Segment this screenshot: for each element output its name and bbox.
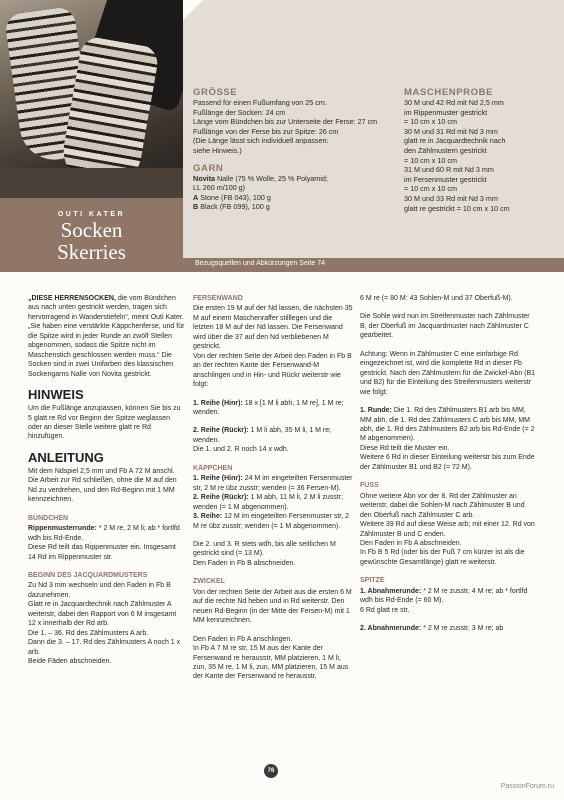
garn-color-a: Stone (FB 043), 100 g bbox=[198, 192, 271, 202]
round-text: Weitere 6 Rd in dieser Einteilung weiterstr bis zum Ende der Zählmuster B1 und B2 (= 72 M). bbox=[360, 454, 535, 471]
garn-line bbox=[193, 202, 391, 212]
footer-watermark: PassionForum.ru bbox=[500, 783, 554, 790]
maschenprobe-heading: MASCHENPROBE bbox=[404, 87, 494, 98]
row-label: 2. Reihe (Rückr): bbox=[193, 427, 249, 435]
groesse-line: Länge vom Bündchen bis zur Unterseite der Ferse: 27 cm bbox=[193, 117, 378, 127]
col3-text: Achtung: Wenn in Zählmuster C eine einfarbige Rd eingezeichnet ist, wird die komplette Rd in dieser Fb gestrickt. Nach den Zählmustern für die Zwickel-Abn (B1 und B2) für die Einteilung des Streifenmusters weiterstr wie folgt: bbox=[360, 350, 536, 396]
groesse-line: Fußlänge von der Ferse bis zur Spitze: 26 cm bbox=[193, 126, 339, 136]
body-column-1 bbox=[28, 294, 185, 667]
garn-brand-rest: Nalle (75 % Wolle, 25 % Polyamid; bbox=[214, 173, 328, 183]
intro-lead: „DIESE HERRENSOCKEN, bbox=[28, 295, 116, 302]
fuss-text: Weitere 39 Rd auf diese Weise arb; mit einer 12. Rd von Zählmuster B und C enden. bbox=[360, 521, 535, 538]
fuss-text: Ohne weitere Abn vor der 8. Rd der Zählmuster an weiterstr, dabei die Sohlen-M nach Zählmuster B und den Oberfuß nach Zählmuster C arb. bbox=[360, 492, 525, 519]
fersenwand-text: Die ersten 19 M auf der Nd lassen, die nächsten 35 M auf einem Maschenraffer stilllegen und die letzten 18 M auf der Nd lassen. Die Fersenwand wird über die 37 auf den Nd verbliebenen M gestrickt. bbox=[193, 305, 353, 351]
groesse-line: Fußlänge der Socken: 24 cm bbox=[193, 107, 286, 117]
kaeppchen-heading: KÄPPCHEN bbox=[193, 464, 233, 472]
gauge-line: im Rippenmuster gestrickt bbox=[404, 107, 488, 117]
round-text: Diese Rd teilt die Muster ein. bbox=[360, 444, 450, 452]
maschenprobe-text bbox=[404, 98, 554, 213]
gauge-line: glatt re in Jacquardtechnik nach bbox=[404, 136, 506, 146]
garn-text bbox=[193, 174, 391, 212]
buendchen-heading: BÜNDCHEN bbox=[28, 514, 69, 522]
round-row bbox=[360, 406, 536, 444]
buendchen-row-text: * 2 M re, 2 M li; ab * fortlfd wdh bis Rd-Ende. bbox=[28, 525, 180, 542]
gauge-line: = 10 cm x 10 cm bbox=[404, 117, 457, 127]
kaeppchen-repeat: Die 2. und 3. R stets wdh, bis alle seitlichen M gestrickt sind (= 13 M). bbox=[193, 540, 336, 558]
row-label: 3. Reihe: bbox=[193, 513, 223, 521]
fersenwand-repeat: Die 1. und 2. R noch 14 x wdh. bbox=[193, 446, 289, 454]
body-column-2 bbox=[193, 294, 353, 682]
row-label: 1. Reihe (Hinr): bbox=[193, 399, 243, 407]
spitze-row bbox=[360, 587, 536, 606]
garn-line bbox=[193, 174, 391, 184]
row-label: 1. Abnahmerunde: bbox=[360, 587, 422, 595]
gauge-line: im Fersenmuster gestrickt bbox=[404, 174, 487, 184]
anleitung-text: Mit dem Ndspiel 2,5 mm und Fb A 72 M anschl. Die Arbeit zur Rd schließen, ohne die M auf den Nd zu verdrehen, und den Rd-Beginn mit 1 MM kennzeichnen. bbox=[28, 467, 177, 504]
garn-line bbox=[193, 193, 391, 203]
intro-text: die vom Bündchen aus nach unten gestrickt werden, tragen sich hervorragend in Wanderstiefeln“, meint Outi Kater. „Sie haben eine verstärkte Käppchenferse, und für die Spitze wird in jeder Runde an zwölf Stellen abgenommen, sodass die Spitze nicht im Maschenstich geschlossen werden muss.“ Die Socken sind in zwei Unifarben des klassischen Sockengarns Nalle von Novita gestrickt. bbox=[28, 295, 185, 378]
pattern-title-line2: Skerries bbox=[57, 240, 126, 264]
row-label: 2. Abnahmerunde: bbox=[360, 625, 422, 633]
gauge-line: = 10 cm x 10 cm bbox=[404, 184, 457, 194]
fuss-text: Den Faden in Fb A abschneiden. bbox=[360, 539, 462, 547]
photo-floor bbox=[0, 168, 183, 198]
groesse-heading: GRÖSSE bbox=[193, 87, 238, 98]
buendchen-row bbox=[28, 524, 185, 543]
garn-color-b: Black (FB 099), 100 g bbox=[198, 202, 270, 212]
jacquard-text: Zu Nd 3 mm wechseln und den Faden in Fb B dazunehmen. bbox=[28, 582, 171, 599]
row-label: 2. Reihe (Rückr): bbox=[193, 494, 249, 502]
jacquard-text: Dann die 3. – 17. Rd des Zählmusters A noch 1 x arb. bbox=[28, 639, 181, 656]
fersenwand-heading: FERSENWAND bbox=[193, 295, 243, 302]
row-text: Die 1. Rd des Zählmusters B1 arb bis MM, MM abh, die 1. Rd des Zählmusters C arb bis MM, MM abh, die 1. Rd des Zählmusters B2 arb bis Rd-Ende (= 2 M abgenommen). bbox=[360, 407, 535, 443]
zwickel-text: Den Faden in Fb A anschlingen. bbox=[193, 635, 293, 643]
row-text: 18 x [1 M li abh, 1 M re], 1 M re; wenden. bbox=[193, 399, 344, 416]
designer-name: OUTI KATER bbox=[57, 211, 126, 218]
row-text: 24 M im eingeteilten Fersenmuster str, 2 M re übz zusstr; wenden (= 36 Fersen-M). bbox=[193, 475, 353, 492]
kaeppchen-cut: Den Faden in Fb B abschneiden. bbox=[193, 559, 296, 567]
buendchen-row-label: Rippenmusterrunde: bbox=[28, 525, 97, 533]
kaeppchen-row bbox=[193, 512, 353, 531]
garn-brand: Novita bbox=[193, 173, 215, 183]
buendchen-text: Diese Rd teilt das Rippenmuster ein. Insgesamt 14 Rd im Rippenmuster str. bbox=[28, 544, 176, 561]
jacquard-text: Die 1. – 36. Rd des Zählmusters A arb. bbox=[28, 629, 149, 637]
groesse-line: siehe Hinweis.) bbox=[193, 145, 242, 155]
gauge-line: = 10 cm x 10 cm bbox=[404, 155, 457, 165]
garn-color-b-label: B bbox=[193, 202, 199, 212]
groesse-line: Passend für einen Fußumfang von 25 cm. bbox=[193, 98, 327, 107]
jacquard-text: Beide Fäden abschneiden. bbox=[28, 658, 112, 666]
info-column-gauge bbox=[404, 87, 554, 213]
row-text: 1 M abh, 11 M li, 2 M li zusstr; wenden (= 1 M abgenommen). bbox=[193, 494, 344, 511]
body-column-3 bbox=[360, 294, 536, 634]
zwickel-text: Von der rechten Seite der Arbeit aus die ersten 6 M auf die rechte Nd heben und in Rd weiterstr. Den neuen Rd-Beginn (in der Mitte der Fersen-M) mit 1 MM kennzeichnen. bbox=[193, 588, 352, 625]
intro-paragraph bbox=[28, 294, 185, 379]
hinweis-heading: HINWEIS bbox=[28, 387, 84, 403]
spitze-heading: SPITZE bbox=[360, 577, 385, 585]
info-column-size-yarn bbox=[193, 87, 391, 212]
row-text: * 2 M re zusstr, 4 M re; ab * fortlfd wdh bis Rd-Ende (= 60 M). bbox=[360, 587, 528, 605]
info-panel-corner bbox=[183, 0, 203, 20]
fuss-heading: FUSS bbox=[360, 482, 379, 490]
row-label: 1. Runde: bbox=[360, 407, 392, 415]
jacquard-heading: BEGINN DES JACQUARDMUSTERS bbox=[28, 571, 148, 579]
title-block bbox=[0, 198, 183, 272]
garn-color-a-label: A bbox=[193, 192, 199, 202]
groesse-text bbox=[193, 98, 391, 156]
col3-text: Die Sohle wird nun im Streifenmuster nach Zählmuster B, der Oberfuß im Jacquardmuster nach Zählmuster C gearbeitet. bbox=[360, 313, 530, 340]
row-text: 1 M li abh, 35 M li, 1 M re; wenden. bbox=[193, 427, 332, 444]
row-text: * 2 M re zusstr, 3 M re; ab bbox=[421, 625, 504, 633]
kaeppchen-row bbox=[193, 474, 353, 493]
hinweis-text: Um die Fußlänge anzupassen, können Sie bis zu 5 glatt re Rd vor Beginn der Spitze weglassen oder an dieser Stelle weitere glatt re Rd hinzufügen. bbox=[28, 405, 181, 441]
pattern-title-line1: Socken bbox=[60, 218, 123, 242]
fersenwand-row bbox=[193, 399, 353, 418]
gauge-line: glatt re gestrickt = 10 cm x 10 cm bbox=[404, 203, 510, 213]
garn-line: LL 260 m/100 g) bbox=[193, 183, 246, 193]
col3-text: 6 M re (= 80 M: 43 Sohlen-M und 37 Oberfuß-M). bbox=[360, 295, 513, 302]
sources-bar: Bezugsquellen und Abkürzungen Seite 74 bbox=[183, 258, 564, 272]
spitze-text: 6 Rd glatt re str. bbox=[360, 606, 410, 614]
gauge-line: 31 M und 60 R mit Nd 3 mm bbox=[404, 165, 494, 175]
header-photo-socks bbox=[0, 0, 183, 198]
fuss-text: In Fb B 5 Rd (oder bis der Fuß 7 cm kürzer ist als die gewünschte Gesamtlänge) glatt re weiterstr. bbox=[360, 549, 525, 566]
kaeppchen-row bbox=[193, 493, 353, 512]
row-label: 1. Reihe (Hinr): bbox=[193, 475, 243, 483]
row-text: 12 M im eingeteilten Fersenmuster str, 2 M re übz zusstr; wenden (= 1 M abgenommen). bbox=[193, 513, 350, 530]
garn-heading: GARN bbox=[193, 162, 224, 174]
fersenwand-text: Von der rechten Seite der Arbeit den Faden in Fb B an der rechten Kante der Fersenwand-M anschlingen und in Hin- und Rückr weiterstr wie folgt: bbox=[193, 352, 352, 389]
gauge-line: 30 M und 31 Rd mit Nd 3 mm bbox=[404, 126, 498, 136]
jacquard-text: Glatt re in Jacquardtechnik nach Zählmuster A weiterstr, dabei den Rapport von 6 M insgesamt 12 x innerhalb der Rd arb. bbox=[28, 601, 177, 628]
gauge-line: 30 M und 33 Rd mit Nd 3 mm bbox=[404, 193, 498, 203]
zwickel-text: In Fb A 7 M re str, 15 M aus der Kante der Fersenwand re herausstr, MM platzieren, 1 M li, zun, 35 M re, 1 M li, zun, MM platzieren, 15 M aus der Kante der Fersenwand re herausstr, bbox=[193, 645, 349, 681]
fersenwand-row bbox=[193, 426, 353, 445]
page-number: 76 bbox=[264, 764, 278, 778]
gauge-line: 30 M und 42 Rd mit Nd 2,5 mm bbox=[404, 98, 504, 107]
anleitung-heading: ANLEITUNG bbox=[28, 449, 104, 465]
spitze-row bbox=[360, 624, 536, 633]
gauge-line: den Zählmustern gestrickt bbox=[404, 145, 487, 155]
groesse-line: (Die Länge lässt sich individuell anpassen: bbox=[193, 136, 329, 146]
zwickel-heading: ZWICKEL bbox=[193, 578, 225, 586]
